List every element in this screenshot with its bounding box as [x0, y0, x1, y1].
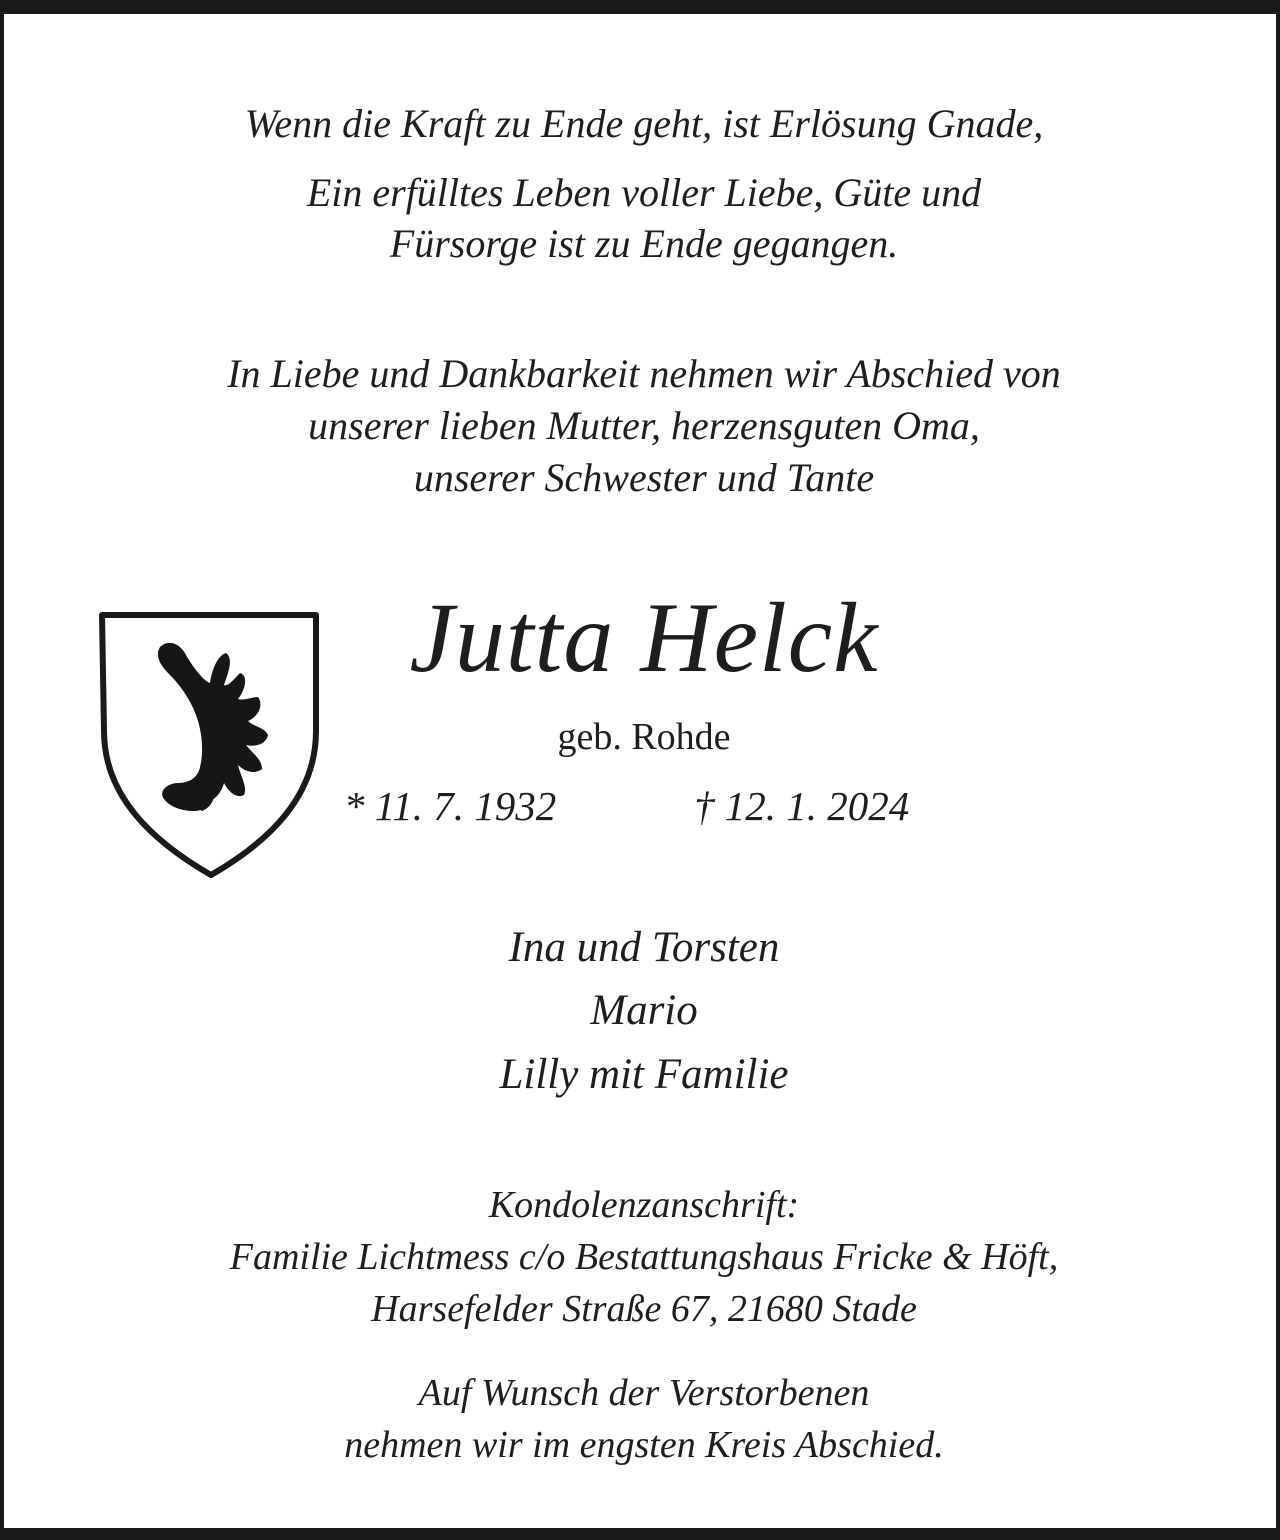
- closing-line-1: Auf Wunsch der Verstorbenen: [418, 1372, 870, 1414]
- birth-name: geb. Rohde: [557, 716, 731, 758]
- condolence-line-2: Harsefelder Straße 67, 21680 Stade: [371, 1288, 917, 1330]
- condolence-heading: Kondolenzanschrift:: [488, 1184, 800, 1226]
- mourner-line-3: Lilly mit Familie: [499, 1051, 789, 1098]
- farewell-line-3: unserer Schwester und Tante: [413, 455, 875, 500]
- closing-line-2: nehmen wir im engsten Kreis Abschied.: [344, 1424, 944, 1466]
- farewell-line-2: unserer lieben Mutter, herzensguten Oma,: [308, 403, 980, 448]
- birth-date: * 11. 7. 1932: [344, 783, 557, 829]
- mourner-line-2: Mario: [590, 987, 698, 1034]
- farewell-line-1: In Liebe und Dankbarkeit nehmen wir Abschied von: [227, 351, 1061, 396]
- motto-line-2: Ein erfülltes Leben voller Liebe, Güte und: [306, 170, 982, 215]
- mourner-line-1: Ina und Torsten: [508, 924, 780, 971]
- motto-line-1: Wenn die Kraft zu Ende geht, ist Erlösung Gnade,: [244, 101, 1044, 146]
- motto-line-3: Fürsorge ist zu Ende gegangen.: [389, 221, 899, 266]
- death-date: † 12. 1. 2024: [694, 783, 910, 829]
- condolence-line-1: Familie Lichtmess c/o Bestattungshaus Fricke & Höft,: [229, 1236, 1059, 1278]
- deceased-name: Jutta Helck: [409, 582, 879, 693]
